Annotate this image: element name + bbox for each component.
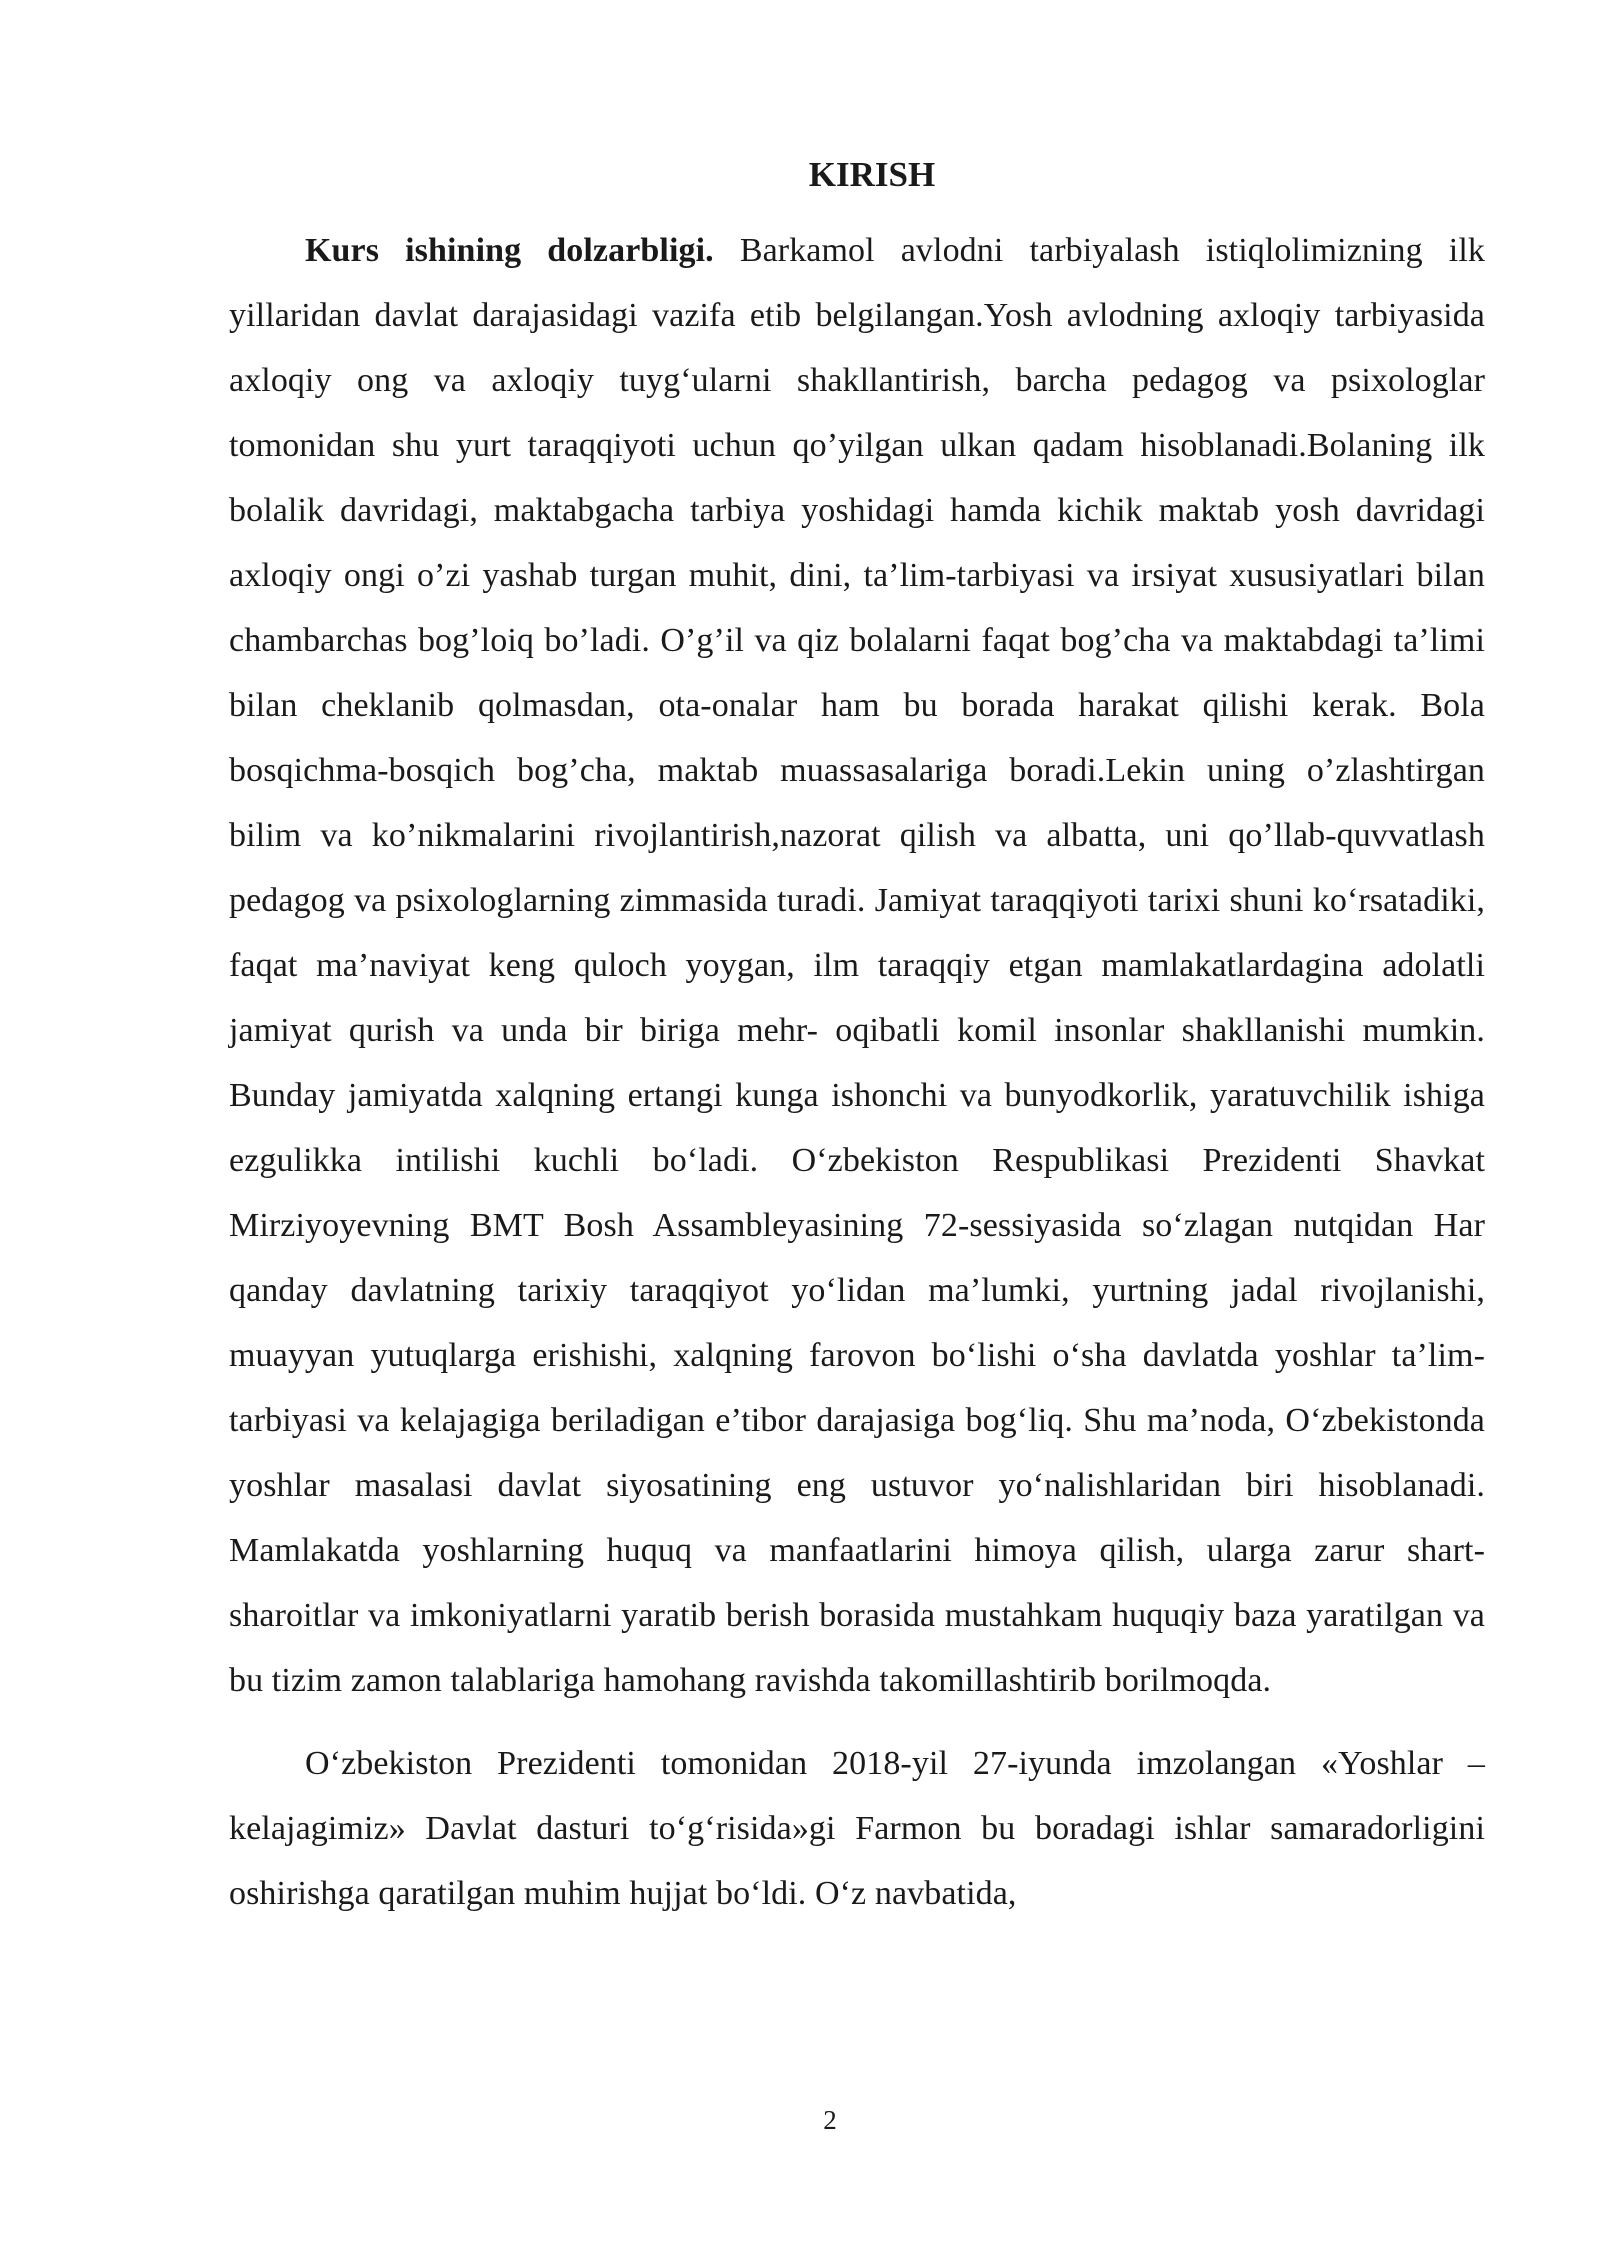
paragraph-1-text: Barkamol avlodni tarbiyalash istiqlolimizning ilk yillaridan davlat darajasidagi vazifa etib belgilangan.Yosh avlodning axloqiy tarbiyasida axloqiy ong va axloqiy tuyg‘ularni shakllantirish, barcha pedagog va psixologlar tomonidan shu yurt taraqqiyoti uchun qo’yilgan ulkan qadam hisoblanadi.Bolaning ilk bolalik davridagi, maktabgacha tarbiya yoshidagi hamda kichik maktab yosh davridagi axloqiy ongi o’zi yashab turgan muhit, dini, ta’lim-tarbiyasi va irsiyat xususiyatlari bilan chambarchas bog’loiq bo’ladi. O’g’il va qiz bolalarni faqat bog’cha va maktabdagi ta’limi bilan cheklanib qolmasdan, ota-onalar ham bu borada harakat qilishi kerak. Bola bosqichma-bosqich bog’cha, maktab muassasalariga boradi.Lekin uning o’zlashtirgan bilim va ko’nikmalarini rivojlantirish,nazorat qilish va albatta, uni qo’llab-quvvatlash pedagog va psixologlarning zimmasida turadi. Jamiyat taraqqiyoti tarixi shuni ko‘rsatadiki, faqat ma’naviyat keng quloch yoygan, ilm taraqqiy etgan mamlakatlardagina adolatli jamiyat qurish va unda bir biriga mehr- oqibatli komil insonlar shakllanishi mumkin. Bunday jamiyatda xalqning ertangi kunga ishonchi va bunyodkorlik, yaratuvchilik ishiga ezgulikka intilishi kuchli bo‘ladi. O‘zbekiston Respublikasi Prezidenti Shavkat Mirziyoyevning BMT Bosh Assambleyasining 72-sessiyasida so‘zlagan nutqidan Har qanday davlatning tarixiy taraqqiyot yo‘lidan ma’lumki, yurtning jadal rivojlanishi, muayyan yutuqlarga erishishi, xalqning farovon bo‘lishi o‘sha davlatda yoshlar ta’lim-tarbiyasi va kelajagiga beriladigan e’tibor darajasiga bog‘liq. Shu ma’noda, O‘zbekistonda yoshlar masalasi davlat siyosatining eng ustuvor yo‘nalishlaridan biri hisoblanadi. Mamlakatda yoshlarning huquq va manfaatlarini himoya qilish, ularga zarur shart-sharoitlar va imkoniyatlarni yaratib berish borasida mustahkam huquqiy baza yaratilgan va bu tizim zamon talablariga hamohang ravishda takomillashtirib borilmoqda. xyxy=(229,232,1485,1699)
page-number: 2 xyxy=(823,2105,837,2135)
paragraph-lead: Kurs ishining dolzarbligi. xyxy=(305,232,714,269)
paragraph-1 xyxy=(229,218,1485,1713)
paragraph-2-text: O‘zbekiston Prezidenti tomonidan 2018-yil 27-iyunda imzolangan «Yoshlar – kelajagimiz» Davlat dasturi to‘g‘risida»gi Farmon bu boradagi ishlar samaradorligini oshirishga qaratilgan muhim hujjat bo‘ldi. O‘z navbatida, xyxy=(229,1745,1485,1912)
section-heading: KIRISH xyxy=(808,155,936,194)
document-body xyxy=(229,150,1485,1926)
paragraph-2 xyxy=(229,1731,1485,1926)
